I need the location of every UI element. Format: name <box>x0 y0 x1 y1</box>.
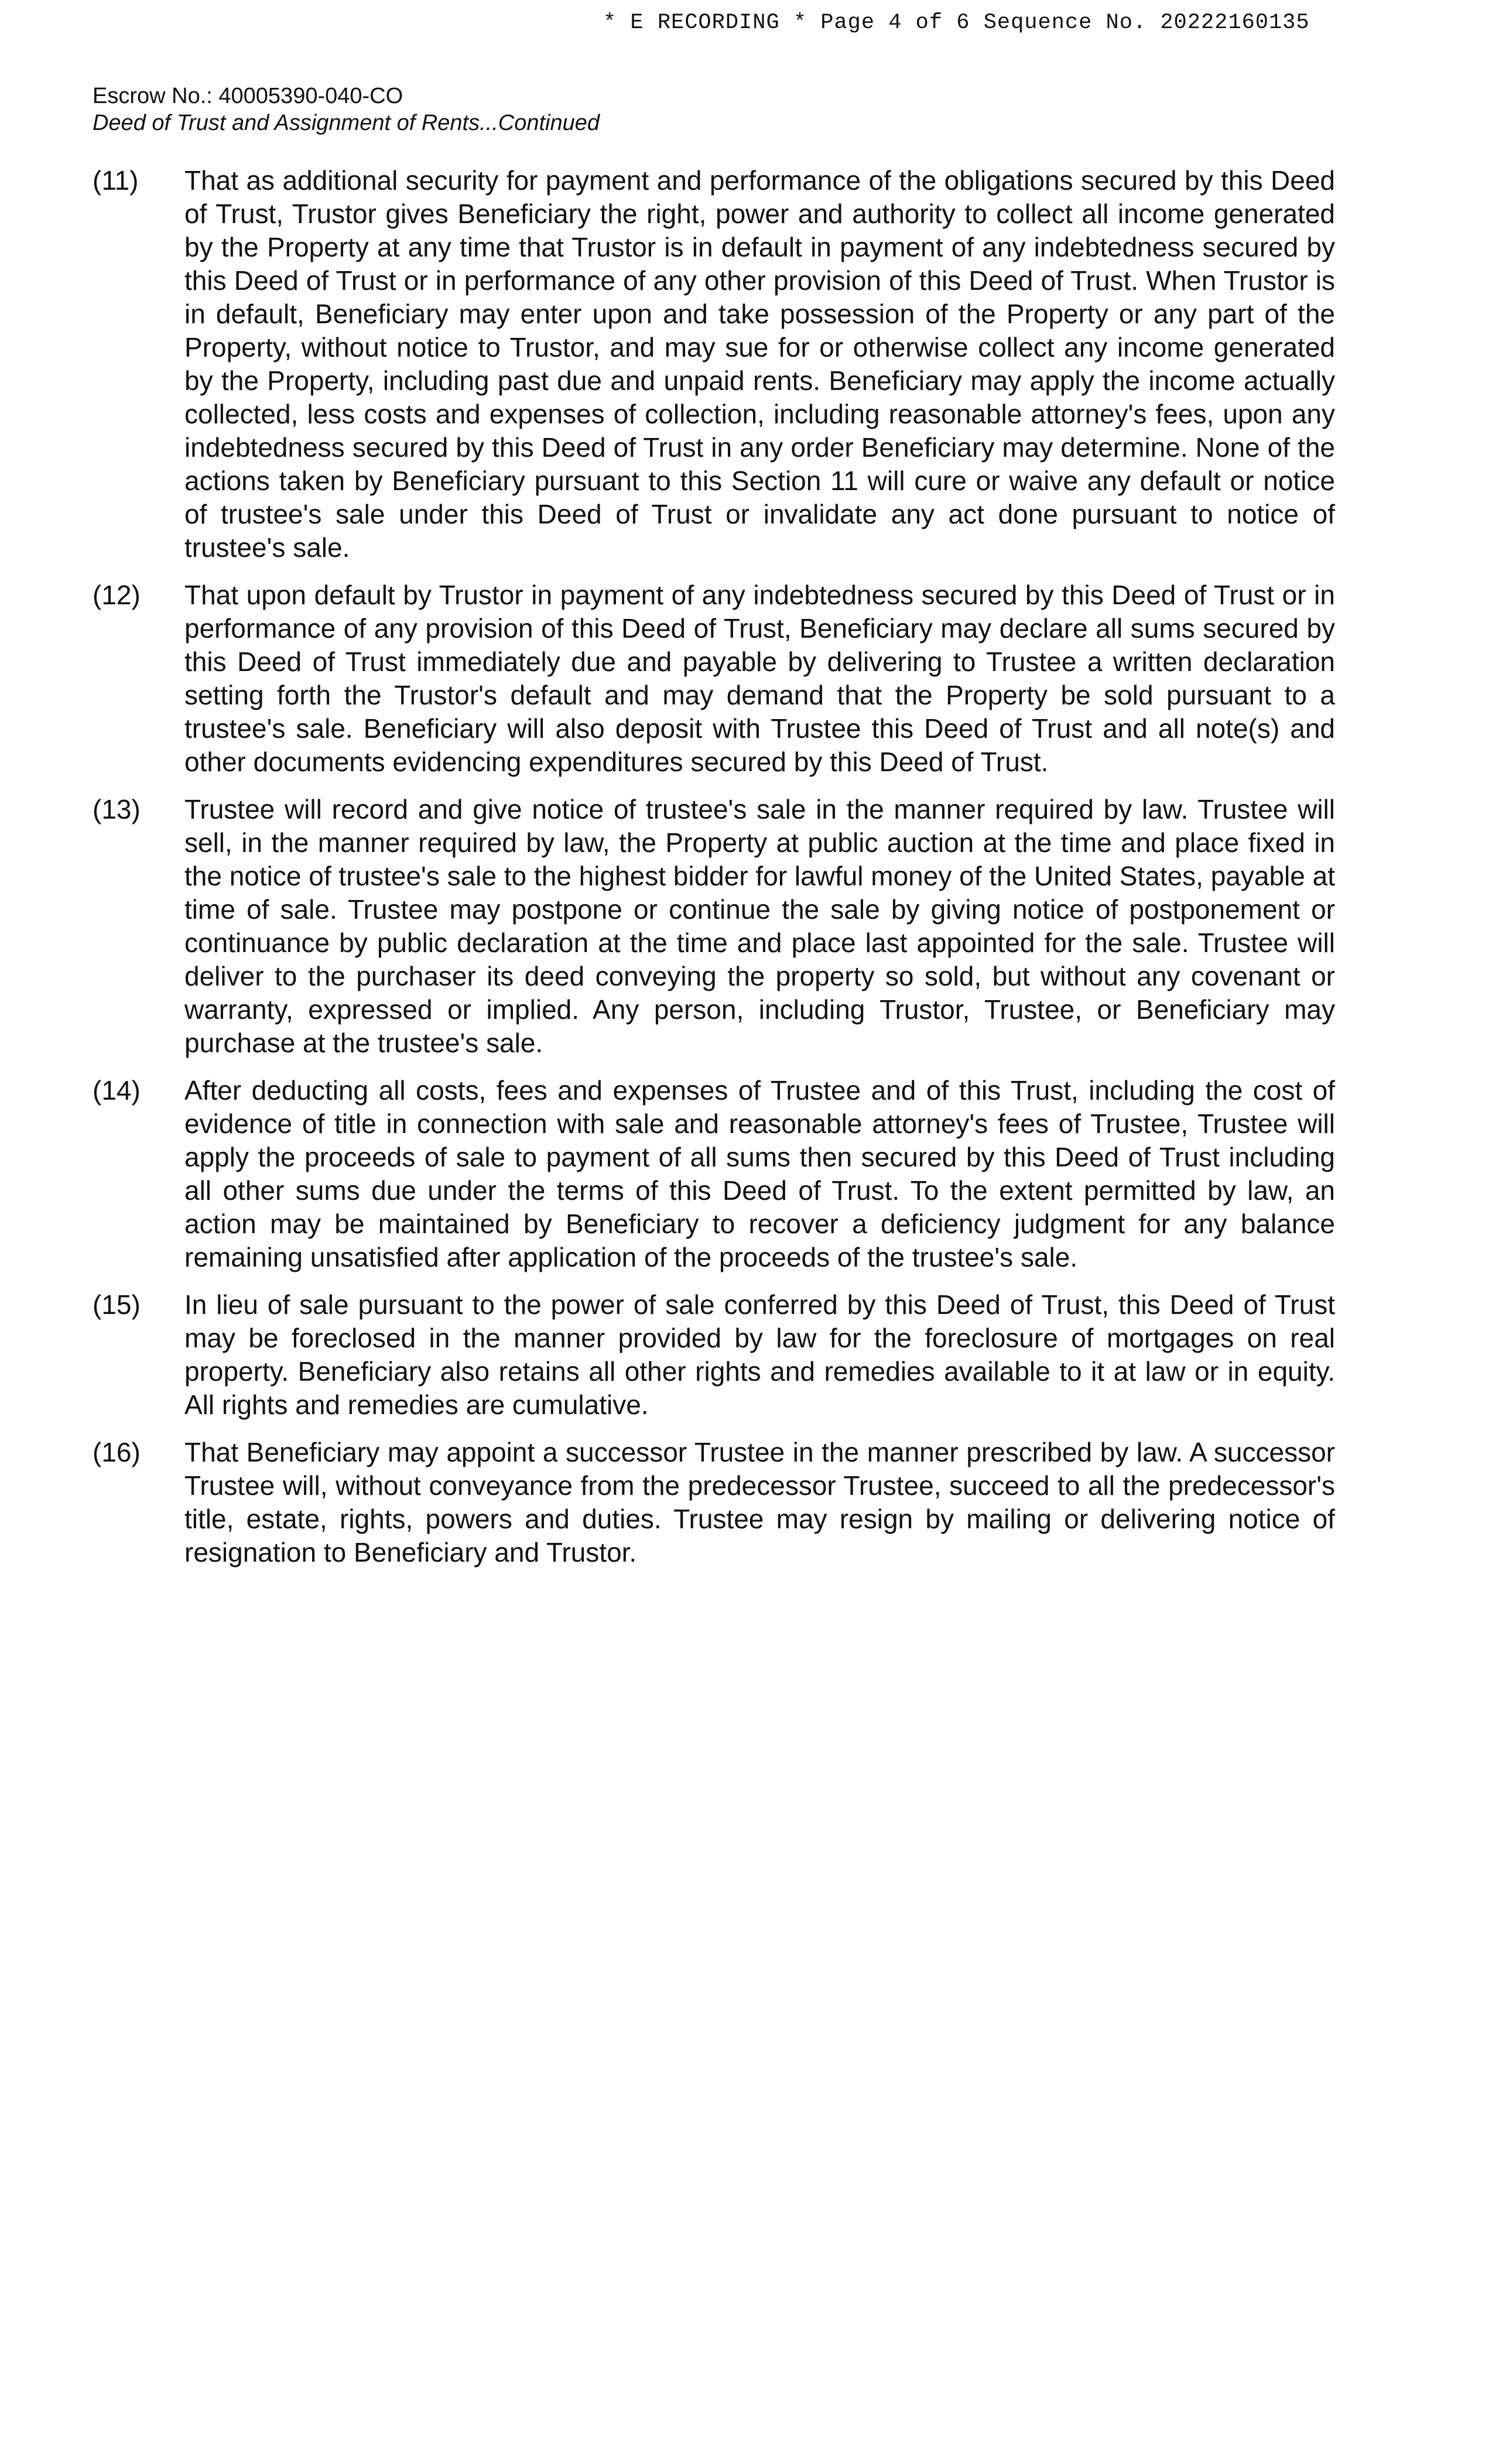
section-number: (11) <box>93 165 139 196</box>
escrow-number: 40005390-040-CO <box>218 84 403 108</box>
section-text: That as additional security for payment and performance of the obligations secured by this Deed of Trust, Trustor gives Beneficiary the right, power and authority to collect all income generated by the Property at any time that Trustor is in default in payment of any indebtedness secured by this Deed of Trust or in performance of any other provision of this Deed of Trust. When Trustor is in default, Beneficiary may enter upon and take possession of the Property or any part of the Property, without notice to Trustor, and may sue for or otherwise collect any income generated by the Property, including past due and unpaid rents. Beneficiary may apply the income actually collected, less costs and expenses of collection, including reasonable attorney's fees, upon any indebtedness secured by this Deed of Trust in any order Beneficiary may determine. None of the actions taken by Beneficiary pursuant to this Section 11 will cure or waive any default or notice of trustee's sale under this Deed of Trust or invalidate any act done pursuant to notice of trustee's sale. <box>184 165 1335 563</box>
section-14 <box>88 1074 1335 1274</box>
section-text: After deducting all costs, fees and expenses of Trustee and of this Trust, including the cost of evidence of title in connection with sale and reasonable attorney's fees of Trustee, Trustee will apply the proceeds of sale to payment of all sums then secured by this Deed of Trust including all other sums due under the terms of this Deed of Trust. To the extent permitted by law, an action may be maintained by Beneficiary to recover a deficiency judgment for any balance remaining unsatisfied after application of the proceeds of the trustee's sale. <box>184 1075 1335 1272</box>
recording-header: * E RECORDING * Page 4 of 6 Sequence No. 20222160135 <box>603 11 1310 35</box>
document-title: Deed of Trust and Assignment of Rents...Continued <box>93 111 600 135</box>
sections-list <box>88 164 1335 1583</box>
section-16 <box>88 1436 1335 1569</box>
section-text: In lieu of sale pursuant to the power of sale conferred by this Deed of Trust, this Deed of Trust may be foreclosed in the manner provided by law for the foreclosure of mortgages on real property. Beneficiary also retains all other rights and remedies available to it at law or in equity. All rights and remedies are cumulative. <box>184 1289 1335 1420</box>
section-12 <box>88 579 1335 779</box>
section-text: Trustee will record and give notice of trustee's sale in the manner required by law. Trustee will sell, in the manner required by law, the Property at public auction at the time and place fixed in the notice of trustee's sale to the highest bidder for lawful money of the United States, payable at time of sale. Trustee may postpone or continue the sale by giving notice of postponement or continuance by public declaration at the time and place last appointed for the sale. Trustee will deliver to the purchaser its deed conveying the property so sold, but without any covenant or warranty, expressed or implied. Any person, including Trustor, Trustee, or Beneficiary may purchase at the trustee's sale. <box>184 794 1335 1058</box>
section-number: (16) <box>93 1437 141 1467</box>
section-number: (14) <box>93 1075 141 1106</box>
section-text: That Beneficiary may appoint a successor Trustee in the manner prescribed by law. A successor Trustee will, without conveyance from the predecessor Trustee, succeed to all the predecessor's title, estate, rights, powers and duties. Trustee may resign by mailing or delivering notice of resignation to Beneficiary and Trustor. <box>184 1437 1335 1568</box>
escrow-label: Escrow No.: <box>93 84 213 108</box>
section-number: (15) <box>93 1289 141 1320</box>
section-number: (12) <box>93 580 141 610</box>
escrow-number-line <box>93 84 403 109</box>
section-13 <box>88 793 1335 1060</box>
section-text: That upon default by Trustor in payment of any indebtedness secured by this Deed of Trust or in performance of any provision of this Deed of Trust, Beneficiary may declare all sums secured by this Deed of Trust immediately due and payable by delivering to Trustee a written declaration setting forth the Trustor's default and may demand that the Property be sold pursuant to a trustee's sale. Beneficiary will also deposit with Trustee this Deed of Trust and all note(s) and other documents evidencing expenditures secured by this Deed of Trust. <box>184 580 1335 777</box>
section-11 <box>88 164 1335 564</box>
section-15 <box>88 1288 1335 1422</box>
section-number: (13) <box>93 794 141 824</box>
